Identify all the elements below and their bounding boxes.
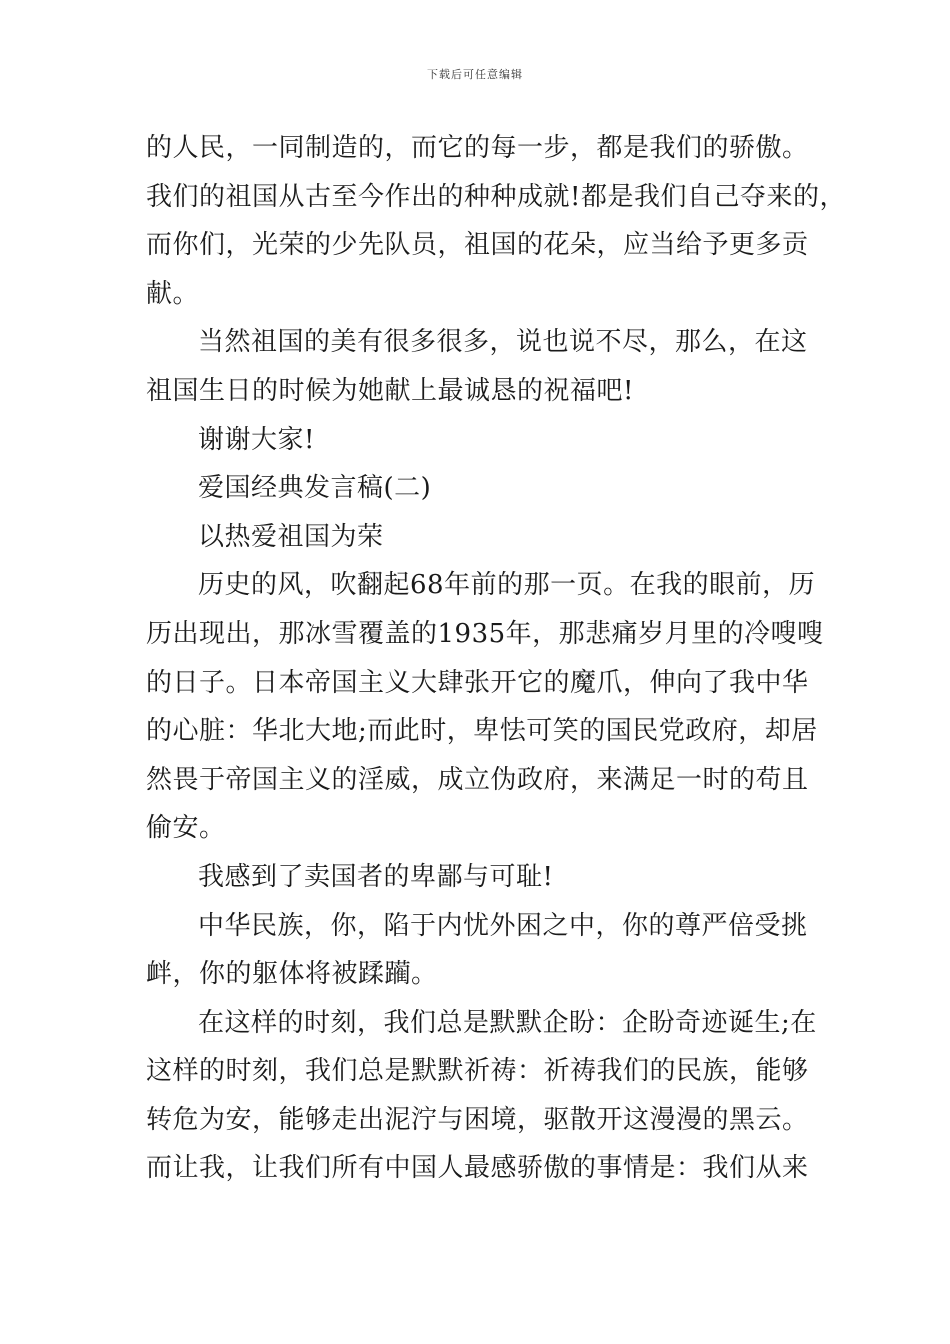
document-body [146, 124, 846, 1193]
text-line: 祖国生日的时候为她献上最诚恳的祝福吧! [146, 375, 634, 406]
text-line: 我感到了卖国者的卑鄙与可耻! [198, 861, 554, 892]
text-line: 的日子。日本帝国主义大肆张开它的魔爪，伸向了我中华 [146, 667, 809, 698]
text-line: 偷安。 [146, 813, 226, 844]
text-line: 而你们，光荣的少先队员，祖国的花朵，应当给予更多贡 [146, 230, 809, 261]
page-header: 下载后可任意编辑 [427, 68, 523, 81]
text-line: 的人民，一同制造的，而它的每一步，都是我们的骄傲。 [146, 133, 809, 163]
section-title: 爱国经典发言稿(二) [198, 473, 432, 504]
speech-title: 以热爱祖国为荣 [198, 521, 384, 552]
text-line: 我们的祖国从古至今作出的种种成就!都是我们自己夺来的， [146, 181, 846, 212]
text-line: 转危为安，能够走出泥泞与困境，驱散开这漫漫的黑云。 [146, 1104, 809, 1135]
text-line: 这样的时刻，我们总是默默祈祷：祈祷我们的民族，能够 [146, 1056, 809, 1087]
text-line: 中华民族，你，陷于内忧外困之中，你的尊严倍受挑 [198, 910, 808, 941]
text-line: 历史的风，吹翻起68年前的那一页。在我的眼前，历 [198, 570, 816, 601]
text-line: 而让我，让我们所有中国人最感骄傲的事情是：我们从来 [146, 1153, 809, 1184]
text-line: 当然祖国的美有很多很多，说也说不尽，那么，在这 [198, 327, 808, 358]
text-line: 的心脏：华北大地;而此时，卑怯可笑的国民党政府，却居 [146, 716, 818, 747]
text-line: 历出现出，那冰雪覆盖的1935年，那悲痛岁月里的冷嗖嗖 [146, 618, 824, 649]
text-line: 谢谢大家! [198, 424, 315, 455]
text-line: 献。 [146, 278, 200, 309]
text-line: 然畏于帝国主义的淫威，成立伪政府，来满足一时的苟且 [146, 764, 809, 795]
text-line: 在这样的时刻，我们总是默默企盼：企盼奇迹诞生;在 [198, 1007, 817, 1038]
text-line: 衅，你的躯体将被蹂躏。 [146, 959, 438, 990]
